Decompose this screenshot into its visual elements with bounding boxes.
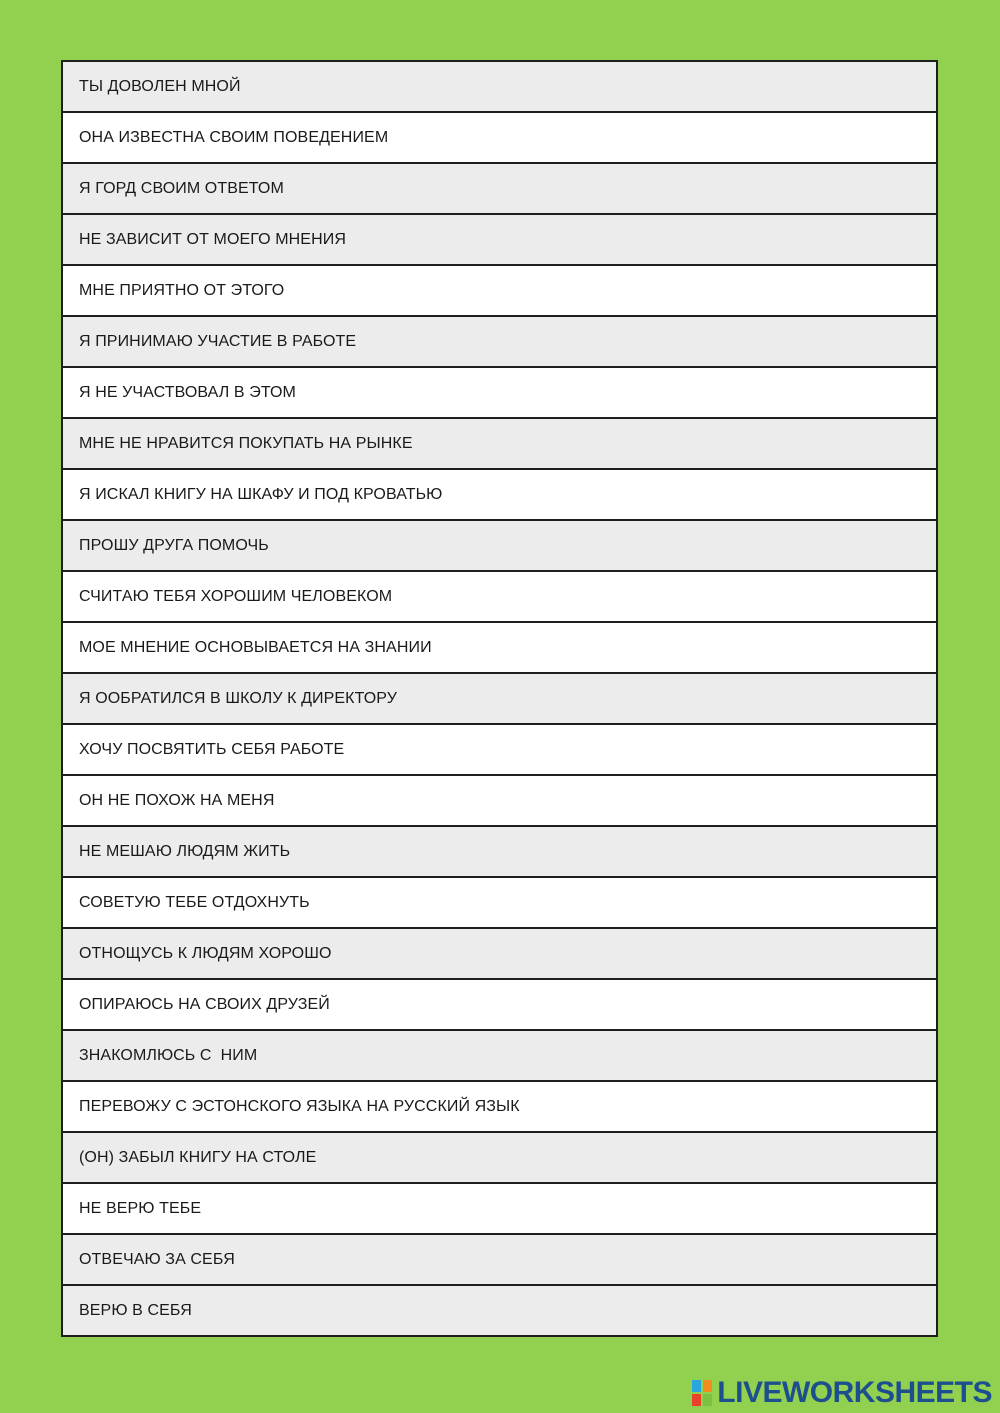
worksheet-row-14: ХОЧУ ПОСВЯТИТЬ СЕБЯ РАБОТЕ (63, 725, 936, 776)
worksheet-row-20: ЗНАКОМЛЮСЬ С НИМ (63, 1031, 936, 1082)
worksheet-row-6: Я ПРИНИМАЮ УЧАСТИЕ В РАБОТЕ (63, 317, 936, 368)
worksheet-row-21: ПЕРЕВОЖУ С ЭСТОНСКОГО ЯЗЫКА НА РУССКИЙ ЯЗЫК (63, 1082, 936, 1133)
worksheet-row-4: НЕ ЗАВИСИТ ОТ МОЕГО МНЕНИЯ (63, 215, 936, 266)
worksheet-row-2: ОНА ИЗВЕСТНА СВОИМ ПОВЕДЕНИЕМ (63, 113, 936, 164)
worksheet-row-17: СОВЕТУЮ ТЕБЕ ОТДОХНУТЬ (63, 878, 936, 929)
worksheet-row-8: МНЕ НЕ НРАВИТСЯ ПОКУПАТЬ НА РЫНКЕ (63, 419, 936, 470)
worksheet-row-1: ТЫ ДОВОЛЕН МНОЙ (63, 62, 936, 113)
worksheet-row-10: ПРОШУ ДРУГА ПОМОЧЬ (63, 521, 936, 572)
worksheet-row-15: ОН НЕ ПОХОЖ НА МЕНЯ (63, 776, 936, 827)
worksheet-row-16: НЕ МЕШАЮ ЛЮДЯМ ЖИТЬ (63, 827, 936, 878)
worksheet-row-3: Я ГОРД СВОИМ ОТВЕТОМ (63, 164, 936, 215)
worksheet-row-18: ОТНОЩУСЬ К ЛЮДЯМ ХОРОШО (63, 929, 936, 980)
worksheet-row-11: СЧИТАЮ ТЕБЯ ХОРОШИМ ЧЕЛОВЕКОМ (63, 572, 936, 623)
liveworksheets-brand (690, 1377, 992, 1409)
brand-wordmark: LIVEWORKSHEETS (717, 1376, 992, 1409)
worksheet-row-19: ОПИРАЮСЬ НА СВОИХ ДРУЗЕЙ (63, 980, 936, 1031)
worksheet-row-25: ВЕРЮ В СЕБЯ (63, 1286, 936, 1337)
worksheet-row-23: НЕ ВЕРЮ ТЕБЕ (63, 1184, 936, 1235)
worksheet-row-12: МОЕ МНЕНИЕ ОСНОВЫВАЕТСЯ НА ЗНАНИИ (63, 623, 936, 674)
worksheet-row-24: ОТВЕЧАЮ ЗА СЕБЯ (63, 1235, 936, 1286)
liveworksheets-logo-icon (690, 1378, 714, 1408)
worksheet-row-22: (ОН) ЗАБЫЛ КНИГУ НА СТОЛЕ (63, 1133, 936, 1184)
worksheet-row-5: МНЕ ПРИЯТНО ОТ ЭТОГО (63, 266, 936, 317)
worksheet-row-9: Я ИСКАЛ КНИГУ НА ШКАФУ И ПОД КРОВАТЬЮ (63, 470, 936, 521)
worksheet-table (61, 60, 938, 1337)
worksheet-row-13: Я ООБРАТИЛСЯ В ШКОЛУ К ДИРЕКТОРУ (63, 674, 936, 725)
worksheet-row-7: Я НЕ УЧАСТВОВАЛ В ЭТОМ (63, 368, 936, 419)
